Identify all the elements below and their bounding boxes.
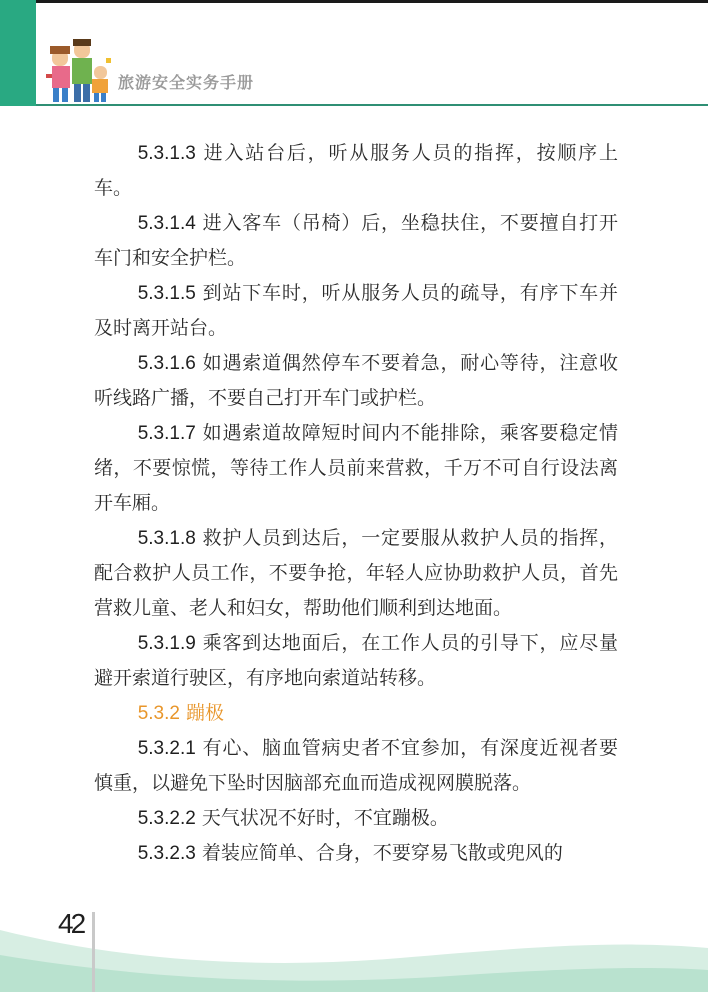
clause-number: 5.3.2.3: [137, 843, 196, 864]
clause-number: 5.3.1.7: [137, 423, 196, 444]
page-number-divider: [92, 912, 95, 992]
page-content: [94, 136, 618, 871]
clause-number: 5.3.1.6: [137, 353, 196, 374]
clause-number: 5.3.1.8: [137, 528, 196, 549]
bottom-wave-decoration: [0, 900, 708, 992]
header-title: 旅游安全实务手册: [118, 73, 255, 92]
clause-text: 救护人员到达后，一定要服从救护人员的指挥，配合救护人员工作，不要争抢，年轻人应协助救护人员，首先营救儿童、老人和妇女，帮助他们顺利到达地面。: [94, 527, 618, 619]
family-illustration: [44, 36, 114, 104]
clause-text: 如遇索道偶然停车不要着急，耐心等待，注意收听线路广播，不要自己打开车门或护栏。: [94, 352, 618, 409]
paragraph: [94, 346, 618, 416]
clause-text: 乘客到达地面后，在工作人员的引导下，应尽量避开索道行驶区，有序地向索道站转移。: [94, 632, 618, 689]
paragraph: [94, 836, 618, 871]
paragraph: [94, 206, 618, 276]
clause-text: 天气状况不好时，不宜蹦极。: [195, 807, 449, 829]
clause-text: 到站下车时，听从服务人员的疏导，有序下车并及时离开站台。: [94, 282, 618, 339]
section-number: 5.3.2: [137, 703, 180, 724]
section-heading: [94, 696, 618, 731]
clause-number: 5.3.1.5: [137, 283, 196, 304]
clause-text: 有心、脑血管病史者不宜参加，有深度近视者要慎重，以避免下坠时因脑部充血而造成视网膜脱落。: [94, 737, 618, 794]
top-rule: [36, 0, 708, 3]
paragraph: [94, 521, 618, 626]
paragraph: [94, 416, 618, 521]
chapter-tab: [0, 0, 36, 106]
clause-number: 5.3.1.9: [137, 633, 196, 654]
header-rule: [36, 104, 708, 106]
paragraph: [94, 276, 618, 346]
clause-number: 5.3.1.4: [137, 213, 196, 234]
clause-text: 进入客车（吊椅）后，坐稳扶住，不要擅自打开车门和安全护栏。: [94, 212, 618, 269]
clause-number: 5.3.1.3: [137, 143, 196, 164]
clause-number: 5.3.2.1: [137, 738, 196, 759]
paragraph: [94, 136, 618, 206]
clause-text: 着装应简单、合身，不要穿易飞散或兜风的: [195, 842, 563, 864]
paragraph: [94, 731, 618, 801]
clause-number: 5.3.2.2: [137, 808, 196, 829]
section-title: 蹦极: [179, 702, 224, 724]
clause-text: 如遇索道故障短时间内不能排除，乘客要稳定情绪，不要惊慌，等待工作人员前来营救，千万不可自行设法离开车厢。: [94, 422, 618, 514]
clause-text: 进入站台后，听从服务人员的指挥，按顺序上车。: [94, 142, 618, 199]
paragraph: [94, 626, 618, 696]
page-number: 42: [58, 908, 84, 939]
paragraph: [94, 801, 618, 836]
